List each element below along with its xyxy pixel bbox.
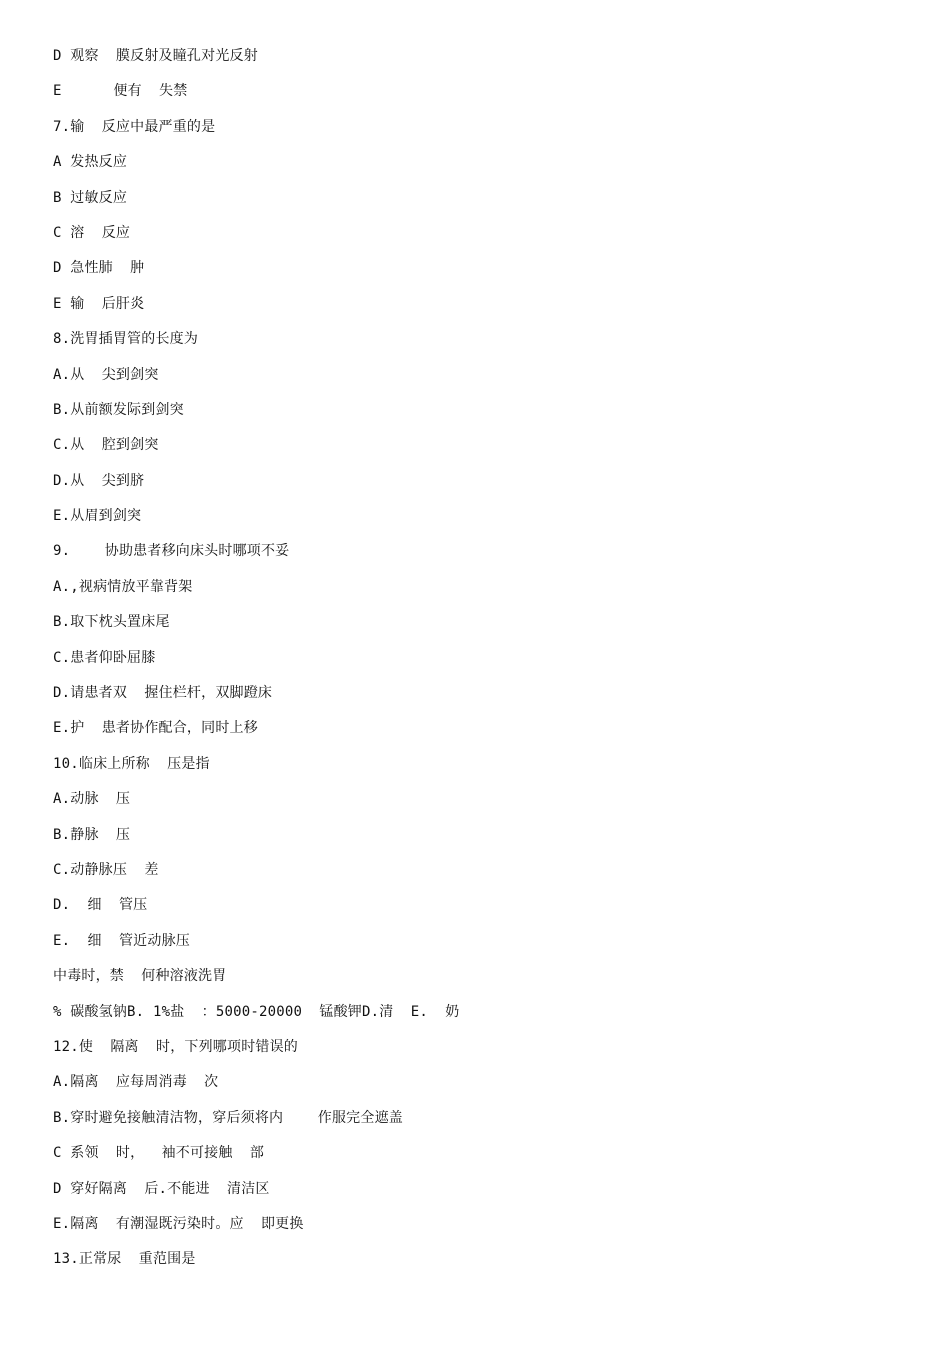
option-line: E 输 后肝炎 [53,295,145,312]
option-line: C 系领 时， 袖不可接触 部 [53,1145,265,1162]
option-line: C.从 腔到剑突 [53,437,159,454]
text-line: E 便有 失禁 [53,83,188,100]
option-line: C.动静脉压 差 [53,861,159,878]
question-title: 8.洗胃插胃管的长度为 [53,331,199,348]
option-line: A.动脉 压 [53,791,131,808]
document-body [53,44,913,1283]
option-line: D.从 尖到脐 [53,472,145,489]
question-title: 中毒时，禁 何种溶液洗胃 [53,968,227,985]
option-line: E.护 患者协作配合，同时上移 [53,720,258,737]
text-line: D 观察 膜反射及瞳孔对光反射 [53,48,258,64]
option-line: C.患者仰卧屈膝 [53,649,156,666]
option-line: A.隔离 应每周消毒 次 [53,1074,219,1091]
option-line: D. 细 管压 [53,897,148,914]
option-line: B 过敏反应 [53,189,128,206]
option-line: A 发热反应 [53,154,128,171]
option-line: B.从前额发际到剑突 [53,401,184,418]
question-title: 13.正常尿 重范围是 [53,1251,196,1268]
question-title: 9. 协助患者移向床头时哪项不妥 [53,543,290,560]
option-line: B.穿时避免接触清洁物，穿后须将内 作服完全遮盖 [53,1109,403,1126]
option-line: C 溶 反应 [53,224,131,241]
option-line: % 碳酸氢钠B. 1%盐 ：5000-20000 锰酸钾D.清 E. 奶 [53,1003,460,1020]
option-line: E.隔离 有潮湿既污染时。应 即更换 [53,1215,304,1232]
option-line: E. 细 管近动脉压 [53,932,190,949]
option-line: B.取下枕头置床尾 [53,614,170,631]
option-line: A.,视病情放平靠背架 [53,578,193,595]
option-line: D 穿好隔离 后.不能进 清洁区 [53,1180,270,1197]
option-line: E.从眉到剑突 [53,508,142,525]
question-title: 12.使 隔离 时，下列哪项时错误的 [53,1038,299,1055]
option-line: D.请患者双 握住栏杆，双脚蹬床 [53,685,273,702]
option-line: D 急性肺 肿 [53,260,145,277]
option-line: B.静脉 压 [53,826,131,843]
option-line: A.从 尖到剑突 [53,366,159,383]
question-title: 10.临床上所称 压是指 [53,755,210,772]
question-title: 7.输 反应中最严重的是 [53,118,216,135]
